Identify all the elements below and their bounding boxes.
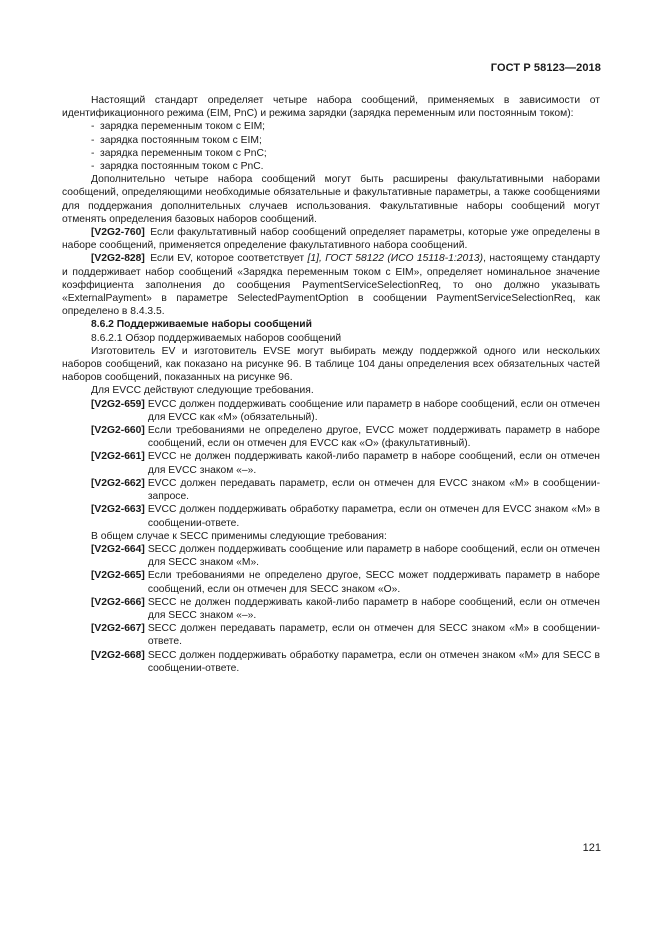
requirement-code: [V2G2-668] [91,649,145,661]
list-item: - зарядка постоянным током с EIM; [91,134,262,146]
requirement-text: EVCC не должен поддерживать какой-либо параметр в наборе сообщений, если он отмечен для EVCC знаком «–». [147,451,600,476]
requirement-text: SECC должен поддерживать сообщение или параметр в наборе сообщений, если он отмечен для SECC знаком «M». [147,543,600,569]
requirement-code: [V2G2-664] [91,543,145,555]
requirement-659 [62,398,600,424]
list-dash: - [91,121,95,133]
evcc-intro: Для EVCC действуют следующие требования. [91,385,314,397]
requirement-code: [V2G2-665] [91,570,145,582]
requirement-663 [62,503,600,529]
requirement-code: [V2G2-828] [91,253,145,265]
intro-paragraph: Настоящий стандарт определяет четыре набора сообщений, применяемых в зависимости от идентификационного режима (EIM, PnC) и режима зарядки (зарядка переменным или постоянным током): [62,95,600,120]
requirement-661 [62,450,600,476]
requirement-code: [V2G2-661] [91,451,145,463]
requirement-666 [62,596,600,622]
list-dash: - [91,147,95,159]
requirement-text: Если EV, которое соответствует [150,253,308,265]
page-number: 121 [582,842,601,854]
requirement-667 [62,622,600,648]
requirement-text: SECC должен передавать параметр, если он отмечен для SECC знаком «M» в сообщении-ответе. [147,623,600,648]
requirement-662 [62,477,600,503]
requirement-text: EVCC должен передавать параметр, если он отмечен для EVCC знаком «M» в сообщении-запросе. [147,477,600,503]
requirement-668 [62,649,600,675]
requirement-code: [V2G2-662] [91,477,145,489]
extension-paragraph: Дополнительно четыре набора сообщений могут быть расширены факультативными наборами сообщений, определяющими необходимые обязательные и факультативные параметры, а также сообщениями для поддержания дополнительных случаев использования. Факультативные наборы сообщений могут отменять определения базовых наборов сообщений. [62,174,600,225]
requirement-code: [V2G2-760] [91,227,145,239]
list-dash: - [91,134,95,146]
subsection-heading: 8.6.2.1 Обзор поддерживаемых наборов сообщений [91,332,342,344]
requirement-code: [V2G2-663] [91,504,145,516]
requirement-760 [62,226,600,252]
list-item: - зарядка переменным током с PnC; [91,147,267,159]
list-item: - зарядка постоянным током с PnC. [91,161,264,173]
requirement-code: [V2G2-666] [91,596,145,608]
secc-intro: В общем случае к SECC применимы следующие требования: [91,530,387,542]
requirement-665 [62,569,600,595]
requirement-828 [62,252,600,318]
requirement-664 [62,543,600,569]
requirement-code: [V2G2-659] [91,398,145,410]
requirement-660 [62,424,600,450]
requirement-text: Если факультативный набор сообщений определяет параметры, которые уже определены в наборе сообщений, применяется определение факультативного набора сообщений. [62,227,600,252]
requirement-text: , настоящему стандарту и поддерживает набор сообщений «Зарядка переменным током с EIM», определяет номинальное значение коэффициента заполнения до сообщения PaymentServiceSelectionReq, то оно должно указывать «ExternalPayment» в параметре SelectedPaymentOption в сообщении PaymentServiceSelectionReq, как определено в 8.4.3.5. [62,253,600,318]
requirement-code: [V2G2-667] [91,623,145,635]
list-item: - зарядка переменным током с EIM; [91,121,266,133]
section-paragraph: Изготовитель EV и изготовитель EVSE могут выбирать между поддержкой одного или нескольких наборов сообщений, как показано на рисунке 96. В таблице 104 даны определения всех обязательных частей наборов сообщений, показанных на рисунке 96. [62,345,600,384]
requirement-text: SECC должен поддерживать обработку параметра, если он отмечен знаком «M» для SECC в сообщении-ответе. [147,649,600,674]
requirement-text: SECC не должен поддерживать какой-либо параметр в наборе сообщений, если он отмечен для SECC знаком «–». [147,596,600,621]
requirement-text: Если требованиями не определено другое, EVCC может поддерживать параметр в наборе сообщений, если он отмечен для EVCC как «O» (факультативный). [147,425,600,450]
requirement-text: EVCC должен поддерживать обработку параметра, если он отмечен для EVCC знаком «M» в сообщении-ответе. [147,504,600,529]
requirement-text: Если требованиями не определено другое, SECC может поддерживать параметр в наборе сообщений, если он отмечен для SECC знаком «O». [147,570,600,595]
reference-citation: [1], ГОСТ 58122 (ИСО 15118-1:2013) [307,253,484,265]
requirement-text: EVCC должен поддерживать сообщение или параметр в наборе сообщений, если он отмечен для EVCC как «M» (обязательный). [147,398,600,423]
document-id: ГОСТ Р 58123—2018 [490,62,601,74]
page-body [62,94,600,675]
section-heading: 8.6.2 Поддерживаемые наборы сообщений [91,319,312,331]
requirement-code: [V2G2-660] [91,425,145,437]
list-dash: - [91,161,95,173]
